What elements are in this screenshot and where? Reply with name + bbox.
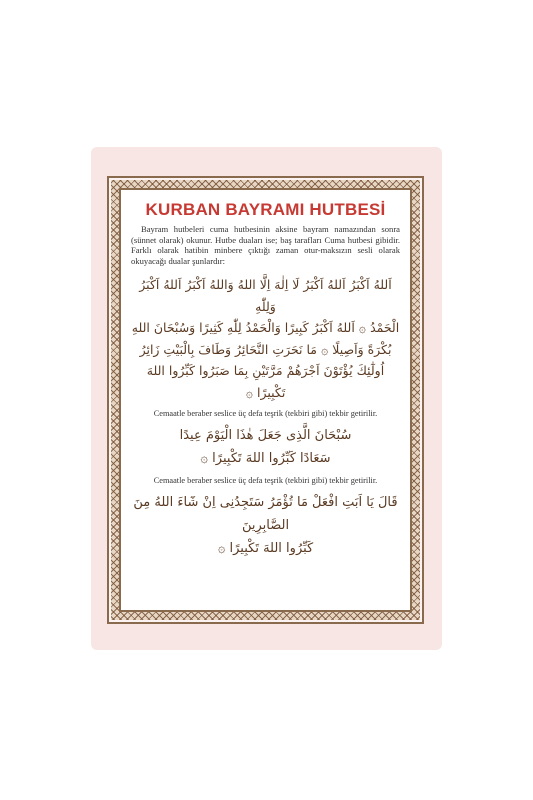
ornamental-frame [107, 176, 424, 624]
intro-paragraph: Bayram hutbeleri cuma hutbesinin aksine bayram namazından sonra (sünnet olarak) okunur. Hutbe duaları ise; baş tarafları Cuma hutbesi gibidir. Farklı olarak hatibin minbere çıktığı zaman otur-maksızın sesli olarak okuyacağı dualar şunlardır: [131, 224, 400, 266]
arabic-block-1 [131, 274, 400, 403]
arabic-line: سُبْحَانَ الَّذِى جَعَلَ هٰذَا الْيَوْمَ عِيدًا [179, 428, 352, 444]
arabic-line: بُكْرَةً وَاَصِيلًا ۞ مَا نَحَرَتِ النَّحَائِرُ وَطَافَ بِالْبَيْتِ زَائِرُ [139, 341, 392, 357]
arabic-block-3 [131, 491, 400, 560]
arabic-line: قَالَ يَا اَبَتِ افْعَلْ مَا تُؤْمَرُ سَتَجِدُنِى اِنْ شَٓاءَ اللهُ مِنَ الصَّابِرِينَ [133, 495, 398, 534]
instruction-note-2: Cemaatle beraber seslice üç defa teşrik (tekbiri gibi) tekbir getirilir. [153, 476, 378, 486]
arabic-line: كَبِّرُوا اللهَ تَكْبِيرًا ۞ [217, 541, 314, 557]
page-title: KURBAN BAYRAMI HUTBESİ [145, 200, 386, 219]
arabic-line: اُولٰٓئِكَ يُؤْتَوْنَ اَجْرَهُمْ مَرَّتَيْنِ بِمَا صَبَرُوا كَبِّرُوا اللهَ تَكْبِيرًا ۞ [146, 363, 385, 400]
arabic-block-2 [131, 424, 400, 470]
instruction-note-1: Cemaatle beraber seslice üç defa teşrik (tekbiri gibi) tekbir getirilir. [153, 409, 378, 419]
arabic-line: الْحَمْدُ ۞ اَللهُ اَكْبَرُ كَبِيرًا وَالْحَمْدُ لِلّٰهِ كَثِيرًا وَسُبْحَانَ اللهِ [131, 320, 400, 336]
document-panel [119, 188, 412, 612]
arabic-line: اَللهُ اَكْبَرُ اَللهُ اَكْبَرُ لَا اِلٰهَ اِلَّا اللهُ وَاللهُ اَكْبَرُ اَللهُ اَكْبَرُ وَلِلّٰهِ [139, 277, 392, 314]
arabic-line: سَعَادًا كَبِّرُوا اللهَ تَكْبِيرًا ۞ [200, 451, 331, 467]
document-content [131, 198, 400, 604]
